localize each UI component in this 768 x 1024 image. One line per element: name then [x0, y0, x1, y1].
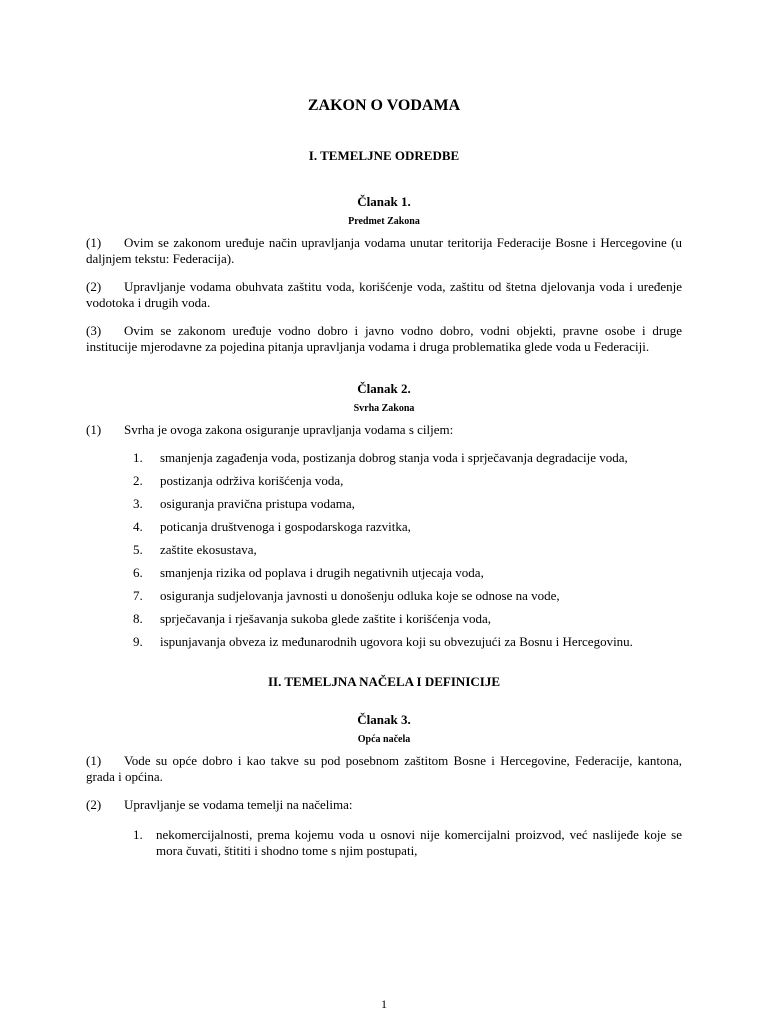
chapter-2-heading: II. TEMELJNA NAČELA I DEFINICIJE	[267, 674, 500, 689]
list-item-text: sprječavanja i rješavanja sukoba glede zaštite i korišćenja voda,	[160, 611, 492, 626]
list-item-text: osiguranja sudjelovanja javnosti u donošenju odluka koje se odnose na vode,	[160, 588, 560, 603]
article-1-heading: Članak 1.	[357, 194, 411, 209]
article-3-subtitle: Opća načela	[357, 734, 411, 745]
article-2-subtitle: Svrha Zakona	[353, 403, 415, 414]
list-item-number: 3.	[133, 496, 143, 511]
article-1-paragraph-1	[86, 235, 682, 267]
paragraph-number: (1)	[86, 235, 102, 250]
article-2-heading: Članak 2.	[357, 381, 411, 396]
chapter-1-heading: I. TEMELJNE ODREDBE	[308, 148, 460, 163]
article-1-paragraph-3	[86, 323, 682, 355]
list-item-text: ispunjavanja obveza iz međunarodnih ugovora koji su obvezujući za Bosnu i Hercegovinu.	[160, 634, 633, 649]
paragraph-number: (2)	[86, 279, 102, 294]
paragraph-text: Svrha je ovoga zakona osiguranje upravljanja vodama s ciljem:	[124, 422, 454, 437]
list-item	[86, 473, 682, 489]
list-item-number: 1.	[133, 450, 143, 465]
list-item	[86, 496, 682, 512]
list-item	[86, 450, 682, 466]
article-1-paragraph-2	[86, 279, 682, 311]
article-3-heading: Članak 3.	[357, 712, 411, 727]
article-3-paragraph-2	[86, 797, 682, 813]
list-item-number: 7.	[133, 588, 143, 603]
paragraph-text: Vode su opće dobro i kao takve su pod posebnom zaštitom Bosne i Hercegovine, Federacije, kantona, grada i općina.	[86, 753, 682, 784]
list-item	[86, 588, 682, 604]
list-item-text: nekomercijalnosti, prema kojemu voda u osnovi nije komercijalni proizvod, već naslijeđe koje se mora čuvati, štititi i shodno tome s njim postupati,	[156, 827, 682, 858]
document-body	[86, 96, 682, 859]
article-3-principles-list	[86, 827, 682, 859]
paragraph-text: Upravljanje vodama obuhvata zaštitu voda, korišćenje voda, zaštitu od štetna djelovanja voda i uređenje vodotoka i drugih voda.	[86, 279, 682, 310]
list-item-text: osiguranja pravična pristupa vodama,	[160, 496, 355, 511]
paragraph-number: (2)	[86, 797, 102, 812]
list-item-text: smanjenja zagađenja voda, postizanja dobrog stanja voda i sprječavanja degradacije voda,	[160, 450, 628, 465]
paragraph-number: (1)	[86, 422, 102, 437]
paragraph-text: Ovim se zakonom uređuje vodno dobro i javno vodno dobro, vodni objekti, pravne osobe i druge institucije mjerodavne za pojedina pitanja upravljanja vodama i druga problematika glede voda u Federaciji.	[86, 323, 682, 354]
list-item-number: 8.	[133, 611, 143, 626]
list-item-text: zaštite ekosustava,	[160, 542, 257, 557]
page-number: 1	[381, 997, 387, 1011]
list-item	[86, 519, 682, 535]
list-item	[86, 611, 682, 627]
article-2-paragraph-1	[86, 422, 682, 438]
paragraph-number: (3)	[86, 323, 102, 338]
paragraph-text: Ovim se zakonom uređuje način upravljanja vodama unutar teritorija Federacije Bosne i Hercegovine (u daljnjem tekstu: Federacija).	[86, 235, 682, 266]
list-item	[86, 827, 682, 859]
article-2-goals-list	[86, 450, 682, 650]
list-item	[86, 542, 682, 558]
paragraph-text: Upravljanje se vodama temelji na načelima:	[124, 797, 353, 812]
list-item-text: postizanja održiva korišćenja voda,	[160, 473, 344, 488]
list-item-number: 2.	[133, 473, 143, 488]
list-item	[86, 634, 682, 650]
list-item-text: poticanja društvenoga i gospodarskoga razvitka,	[160, 519, 411, 534]
paragraph-number: (1)	[86, 753, 102, 768]
list-item-number: 5.	[133, 542, 143, 557]
list-item-number: 6.	[133, 565, 143, 580]
list-item-number: 1.	[133, 827, 143, 842]
list-item-number: 4.	[133, 519, 143, 534]
list-item-number: 9.	[133, 634, 143, 649]
document-title: ZAKON O VODAMA	[307, 97, 461, 114]
article-3-paragraph-1	[86, 753, 682, 785]
list-item	[86, 565, 682, 581]
list-item-text: smanjenja rizika od poplava i drugih negativnih utjecaja voda,	[160, 565, 484, 580]
article-1-subtitle: Predmet Zakona	[348, 216, 420, 227]
